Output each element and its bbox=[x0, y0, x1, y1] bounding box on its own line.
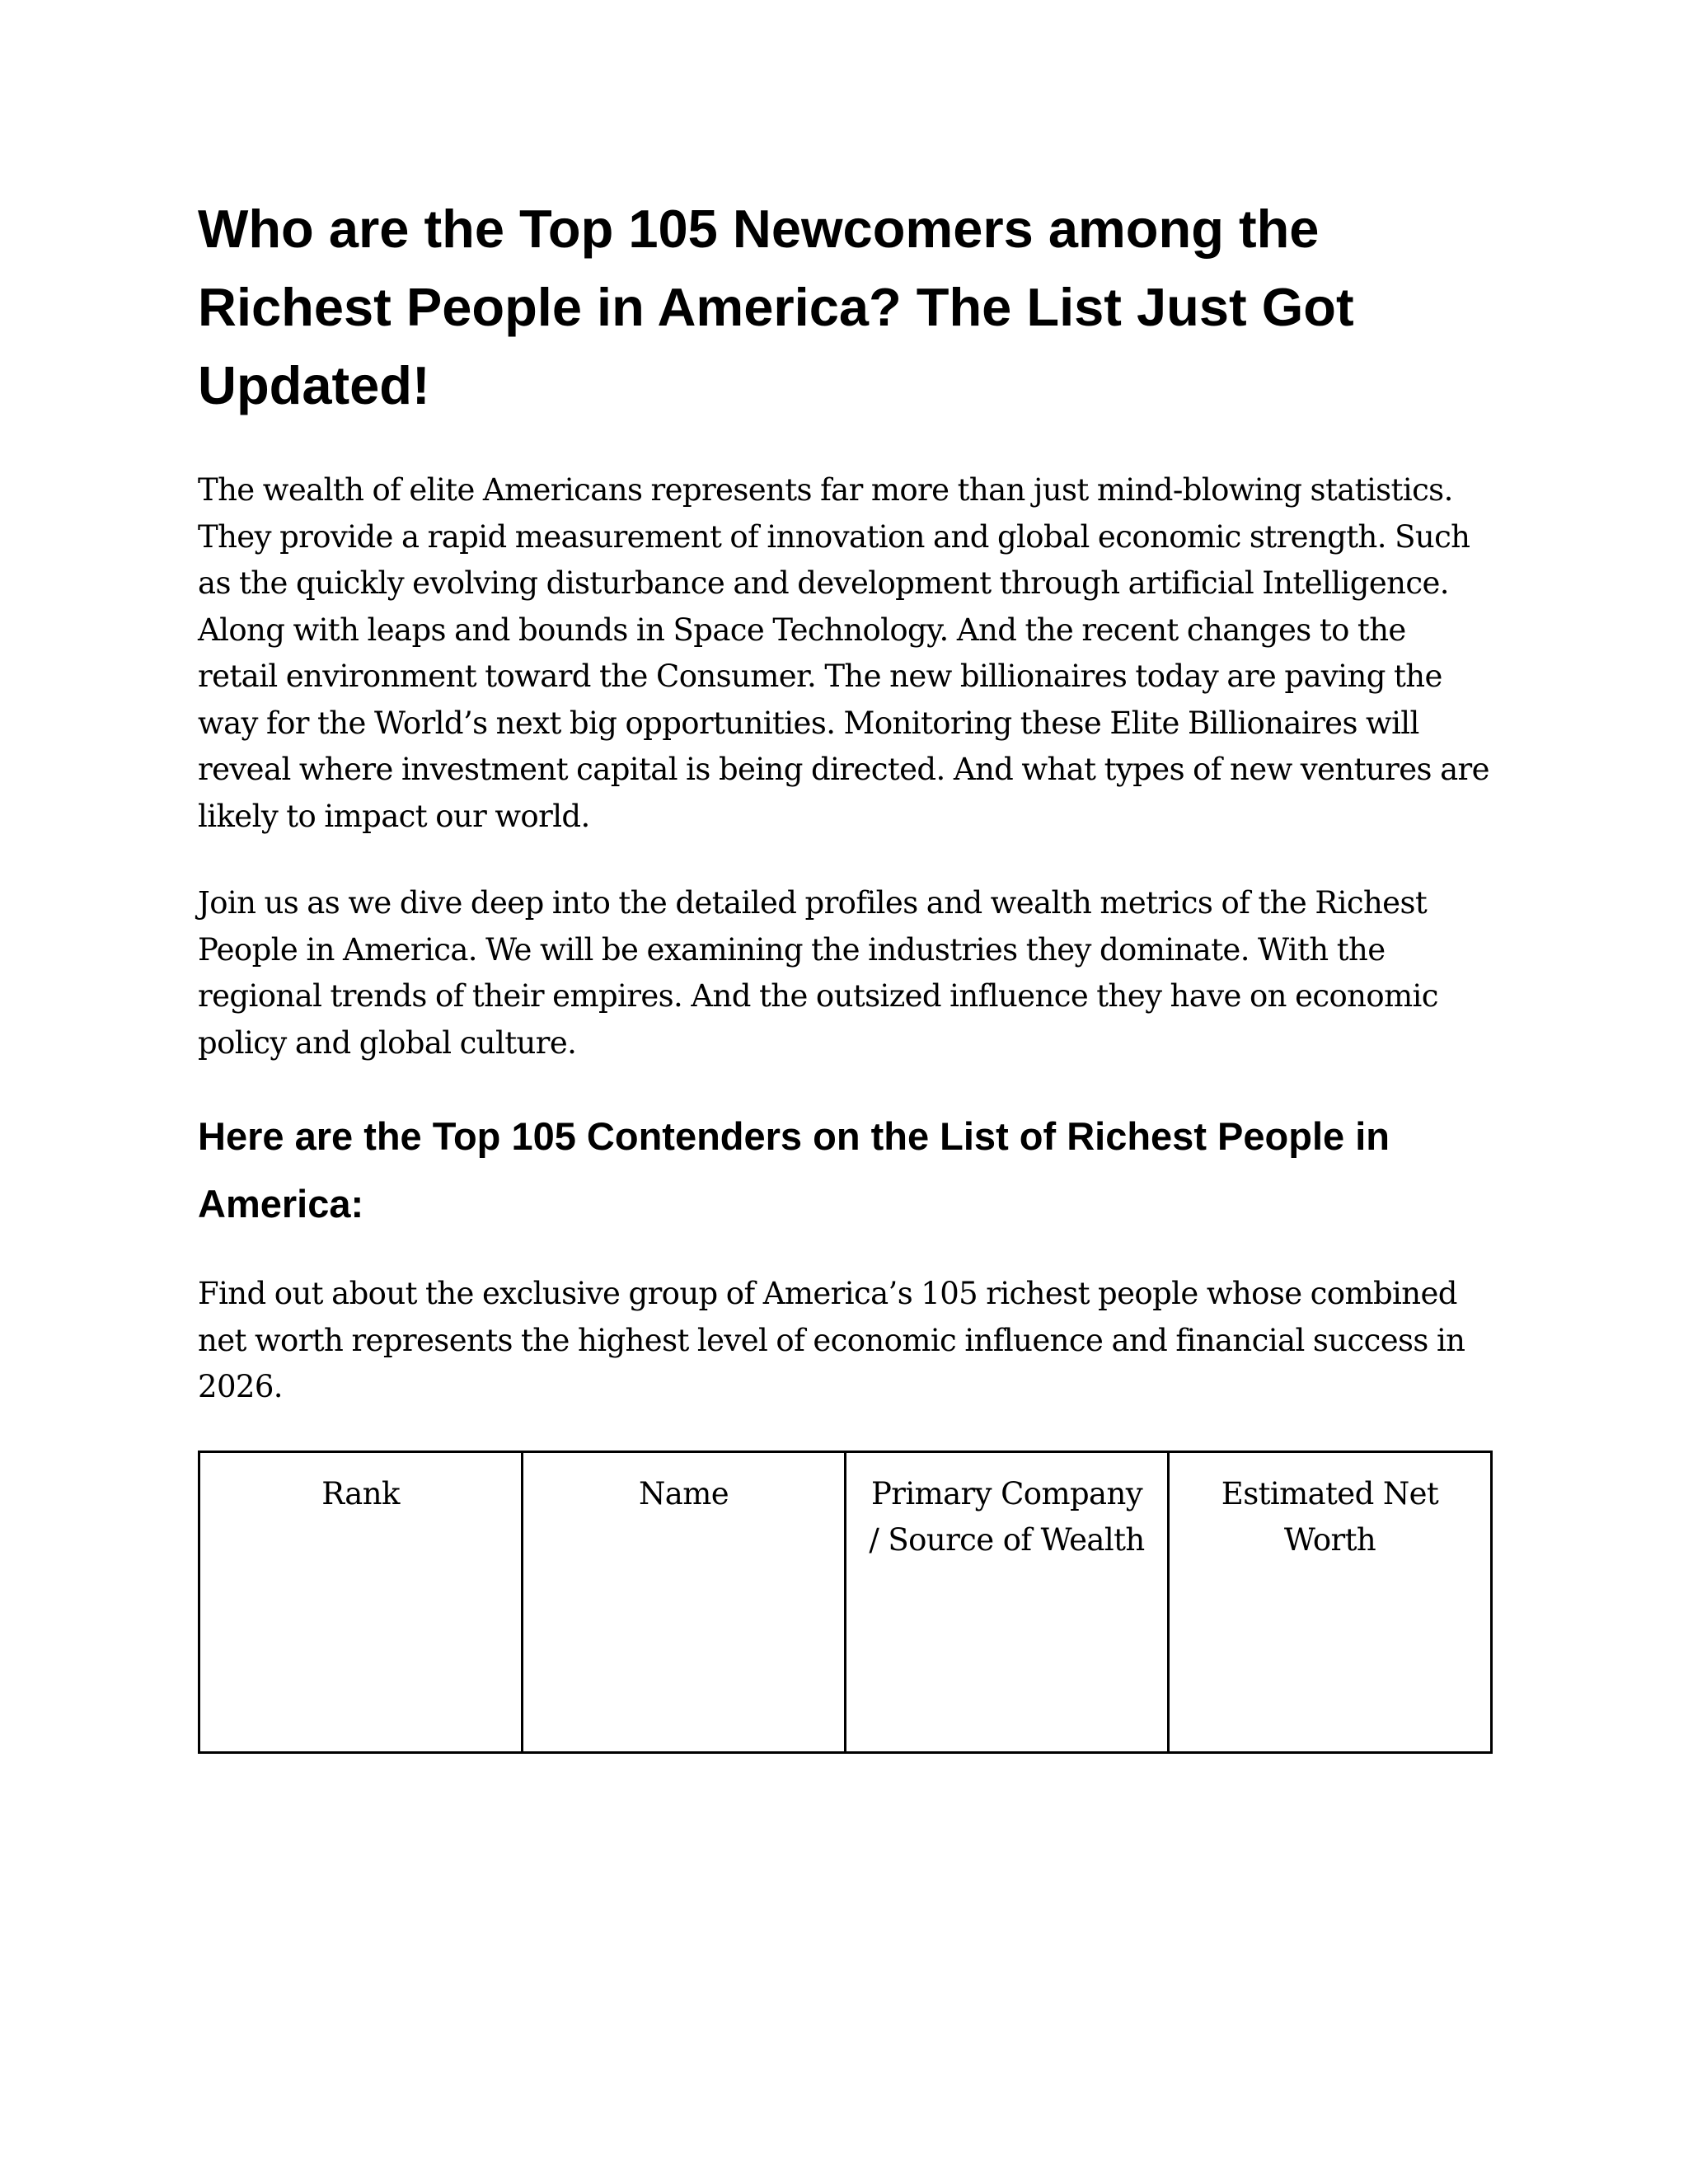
intro-paragraph-wealth: The wealth of elite Americans represents far more than just mind-blowing statistics. They provide a rapid measurement of innovation and global economic strength. Such as the quickly evolving disturbance and development through artificial Intelligence. Along with leaps and bounds in Space Technology. And the recent changes to the retail environment toward the Consumer. The new billionaires today are paving the way for the World’s next big opportunities. Monitoring these Elite Billionaires will reveal where investment capital is being directed. And what types of new ventures are likely to impact our world. bbox=[198, 472, 1489, 834]
header-net-worth: Estimated Net Worth bbox=[1169, 1451, 1492, 1752]
section-intro-paragraph: Find out about the exclusive group of America’s 105 richest people whose combined net worth represents the highest level of economic influence and financial success in 2026. bbox=[198, 1276, 1465, 1404]
table-header-row bbox=[199, 1451, 1492, 1752]
intro-paragraph-profiles: Join us as we dive deep into the detailed profiles and wealth metrics of the Richest People in America. We will be examining the industries they dominate. With the regional trends of their empires. And the outsized influence they have on economic policy and global culture. bbox=[198, 885, 1438, 1061]
header-name: Name bbox=[523, 1451, 846, 1752]
section-heading: Here are the Top 105 Contenders on the List of Richest People in America: bbox=[198, 1114, 1390, 1226]
header-source-of-wealth: Primary Company / Source of Wealth bbox=[846, 1451, 1169, 1752]
document-page bbox=[198, 190, 1492, 1754]
header-rank: Rank bbox=[199, 1451, 523, 1752]
article-title: Who are the Top 105 Newcomers among the Richest People in America? The List Just Got Updated! bbox=[198, 199, 1354, 415]
richest-people-table bbox=[198, 1451, 1493, 1754]
